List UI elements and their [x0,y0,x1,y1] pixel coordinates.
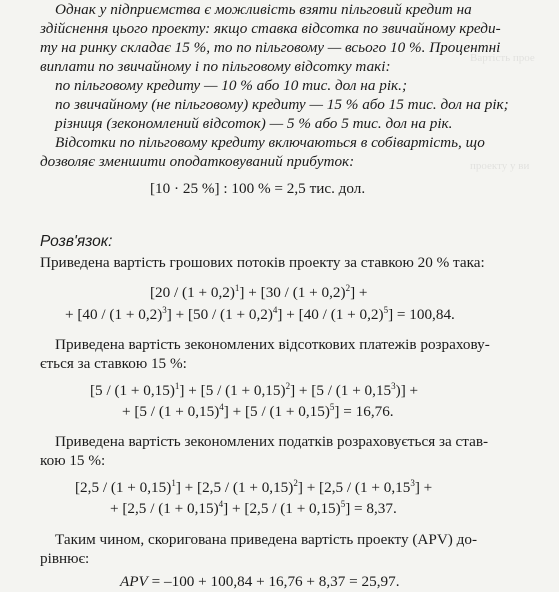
paragraph-cash-flows: Приведена вартість грошових потоків проекту за ставкою 20 % така: [40,254,485,271]
tax-saving-formula: [10 · 25 %] : 100 % = 2,5 тис. дол. [150,180,366,197]
solution-heading: Розв'язок: [40,233,113,250]
intro-line: по пільговому кредиту — 10 % або 10 тис. дол на рік.; [55,77,408,94]
intro-line: ту на ринку складає 15 %, то по пільговому — всього 10 %. Процентні [40,39,501,56]
intro-line: Відсотки по пільговому кредиту включаються в собівартість, що [55,134,485,151]
formula-interest-line-2: + $[5 / (1 + 0,15)^4] + [5 / (1 + 0,15)^5] = 16,76$. [122,402,394,420]
intro-line: різниця (зекономлений відсоток) — 5 % або 5 тис. дол на рік. [55,115,453,132]
formula-cash-flows-line-2: + $[40 / (1 + 0,2)^3] + [50 / (1 + 0,2)^4] + [40 / (1 + 0,2)^5] = 100,84$. [65,305,455,323]
bleed-through-text: проекту у ви [470,160,530,172]
intro-line: по звичайному (не пільговому) кредиту — 15 % або 15 тис. дол на рік; [55,96,509,113]
intro-line: дозволяє зменшити оподатковуваний прибуток: [40,153,355,170]
formula-interest-line-1: $[5 / (1 + 0,15)^1] + [5 / (1 + 0,15)^2] + [5 / (1 + 0,15^3)]$ + [90,381,419,399]
intro-line: здійснення цього проекту: якщо ставка відсотка по звичайному креди- [40,20,501,37]
paragraph-interest: ється за ставкою 15 %: [40,355,187,372]
paragraph-interest: Приведена вартість зекономлених відсоткових платежів розрахову- [55,336,490,353]
intro-line: виплати по звичайному і по пільговому відсотку такі: [40,58,391,75]
formula-cash-flows-line-1: $[20 / (1 + 0,2)^1] + [30 / (1 + 0,2)^2]$ + [150,283,368,301]
paragraph-taxes: кою 15 %: [40,452,106,469]
bleed-through-text: Вартість прое [470,52,535,64]
intro-line: Однак у підприємства є можливість взяти пільговий кредит на [55,1,472,18]
formula-taxes-line-2: + $[2,5 / (1 + 0,15)^4] + [2,5 / (1 + 0,15)^5] = 8,37$. [110,499,397,517]
paragraph-taxes: Приведена вартість зекономлених податків розраховується за став- [55,433,489,450]
formula-apv: APV = –100 + 100,84 + 16,76 + 8,37 = 25,97. [120,573,400,590]
formula-taxes-line-1: $[2,5 / (1 + 0,15)^1] + [2,5 / (1 + 0,15)^2] + [2,5 / (1 + 0,15^3]$ + [75,478,433,496]
paragraph-apv: Таким чином, скоригована приведена вартість проекту (APV) до- [55,531,478,548]
paragraph-apv: рівнює: [40,550,90,567]
